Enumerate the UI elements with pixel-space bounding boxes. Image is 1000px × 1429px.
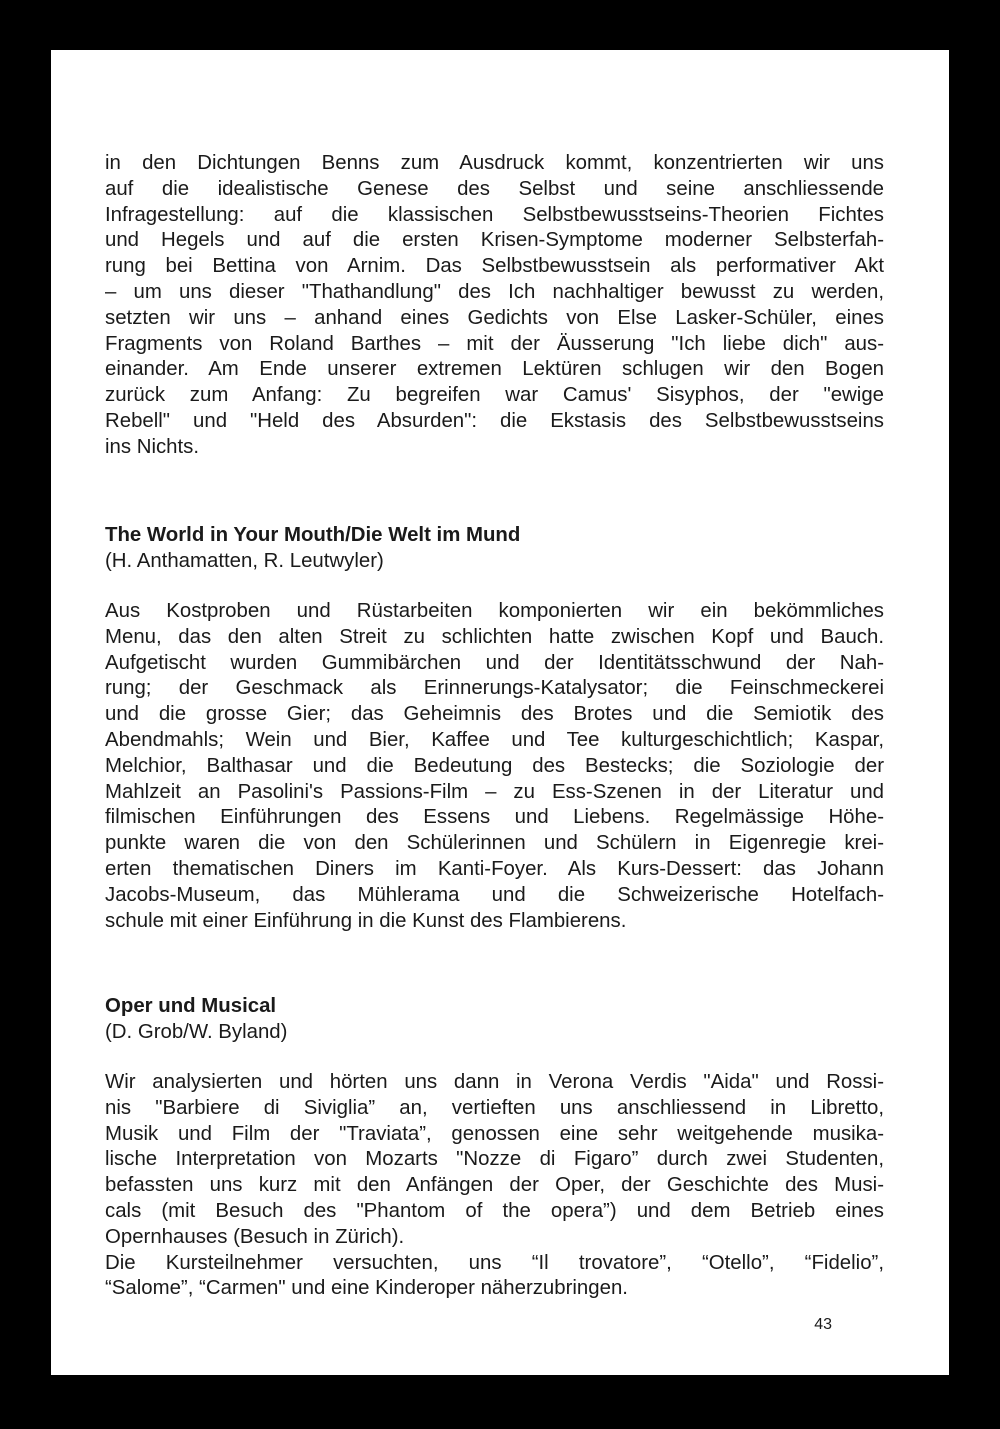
oper-text-line: “Salome”, “Carmen" und eine Kinderoper näherzubringen.: [105, 1277, 628, 1300]
intro-text-line: Fragments von Roland Barthes – mit der Äusserung "Ich liebe dich" aus-: [105, 332, 884, 355]
intro-text-line: und Hegels und auf die ersten Krisen-Symptome moderner Selbsterfah-: [105, 229, 884, 252]
oper-text-line: Musik und Film der "Traviata”, genossen eine sehr weitgehende musika-: [105, 1122, 884, 1145]
section-heading-oper-und-musical: Oper und Musical: [105, 995, 277, 1017]
world-text-line: erten thematischen Diners im Kanti-Foyer. Als Kurs-Dessert: das Johann: [105, 857, 884, 880]
intro-text-line: einander. Am Ende unserer extremen Lektüren schlugen wir den Bogen: [105, 358, 884, 381]
intro-text-line: auf die idealistische Genese des Selbst und seine anschliessende: [105, 177, 884, 200]
section-authors-world-in-your-mouth: (H. Anthamatten, R. Leutwyler): [105, 550, 384, 572]
world-text-line: filmischen Einführungen des Essens und Liebens. Regelmässige Höhe-: [105, 806, 884, 829]
section-heading-world-in-your-mouth: The World in Your Mouth/Die Welt im Mund: [105, 524, 521, 546]
world-text-line: rung; der Geschmack als Erinnerungs-Katalysator; die Feinschmeckerei: [105, 677, 884, 700]
section-body-oper-und-musical: [105, 1070, 884, 1302]
intro-text-line: zurück zum Anfang: Zu begreifen war Camus' Sisyphos, der "ewige: [105, 384, 884, 407]
intro-text: [105, 151, 884, 461]
world-text-line: punkte waren die von den Schülerinnen und Schülern in Eigenregie krei-: [105, 832, 884, 855]
intro-text-line: rung bei Bettina von Arnim. Das Selbstbewusstsein als performativer Akt: [105, 255, 884, 278]
oper-text-line: nis "Barbiere di Siviglia” an, vertieften uns anschliessend in Libretto,: [105, 1096, 884, 1119]
page-number: 43: [814, 1316, 832, 1333]
intro-text-line: in den Dichtungen Benns zum Ausdruck kommt, konzentrierten wir uns: [105, 152, 884, 174]
world-text-line: Jacobs-Museum, das Mühlerama und die Schweizerische Hotelfach-: [105, 883, 884, 906]
world-text-line: Mahlzeit an Pasolini's Passions-Film – zu Ess-Szenen in der Literatur und: [105, 780, 884, 803]
world-text-line: Aufgetischt wurden Gummibärchen und der Identitätsschwund der Nah-: [105, 651, 884, 674]
intro-paragraph: [105, 151, 884, 461]
world-text-line: Melchior, Balthasar und die Bedeutung des Bestecks; die Soziologie der: [105, 754, 884, 777]
world-text-line: und die grosse Gier; das Geheimnis des Brotes und die Semiotik des: [105, 703, 884, 726]
section-authors-oper-und-musical: (D. Grob/W. Byland): [105, 1021, 288, 1043]
document-page: [51, 50, 949, 1375]
oper-text-line: Opernhauses (Besuch in Zürich).: [105, 1225, 405, 1248]
world-text-line: Abendmahls; Wein und Bier, Kaffee und Tee kulturgeschichtlich; Kaspar,: [105, 728, 884, 751]
intro-text-line: – um uns dieser "Thathandlung" des Ich nachhaltiger bewusst zu werden,: [105, 280, 884, 303]
intro-text-line: Rebell" und "Held des Absurden": die Ekstasis des Selbstbewusstseins: [105, 409, 884, 432]
oper-text-line: lische Interpretation von Mozarts "Nozze di Figaro” durch zwei Studenten,: [105, 1148, 884, 1171]
intro-text-line: Infragestellung: auf die klassischen Selbstbewusstseins-Theorien Fichtes: [105, 203, 884, 226]
world-text-line: schule mit einer Einführung in die Kunst des Flambierens.: [105, 909, 627, 932]
world-text-line: Aus Kostproben und Rüstarbeiten komponierten wir ein bekömmliches: [105, 600, 884, 622]
oper-text-line: cals (mit Besuch des "Phantom of the opera”) und dem Betrieb eines: [105, 1199, 884, 1222]
oper-text-line: befassten uns kurz mit den Anfängen der Oper, der Geschichte des Musi-: [105, 1174, 884, 1197]
oper-text-line: Die Kursteilnehmer versuchten, uns “Il trovatore”, “Otello”, “Fidelio”,: [105, 1251, 884, 1274]
world-text-line: Menu, das den alten Streit zu schlichten hatte zwischen Kopf und Bauch.: [105, 625, 884, 648]
section-body-world-in-your-mouth: [105, 599, 884, 934]
intro-text-line: ins Nichts.: [105, 435, 200, 458]
oper-text-line: Wir analysierten und hörten uns dann in Verona Verdis "Aida" und Rossi-: [105, 1071, 884, 1093]
intro-text-line: setzten wir uns – anhand eines Gedichts von Else Lasker-Schüler, eines: [105, 306, 884, 329]
